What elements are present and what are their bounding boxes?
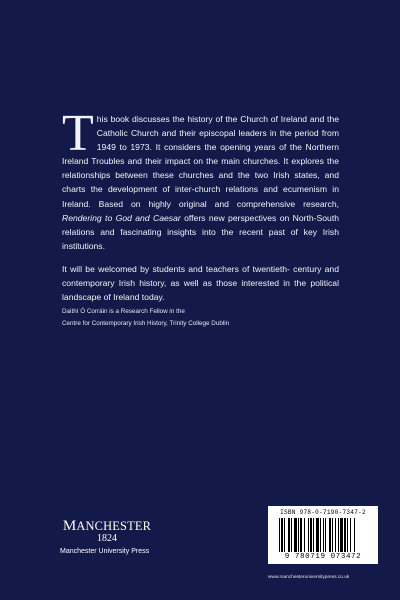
blurb-text-1: his book discusses the history of the Church of Ireland and the Catholic Church and their episcopal leaders in the period from 1949 to 1973. It considers the opening years of the Northern Ireland Troubles and their impact on the main churches. It explores the relationships between these churches and the two Irish states, and charts the development of inter-church relations and ecumenism in Ireland. Based on highly original and comprehensive research,: [62, 114, 339, 209]
blurb-text-2: offers new perspectives on North-South relations and fascinating insights into the recent past of key Irish institutions.: [62, 212, 339, 251]
logo-wordmark-initial: M: [62, 518, 77, 534]
isbn-label: ISBN 978-0-7190-7347-2: [280, 509, 366, 516]
blurb-paragraph-1: [62, 105, 339, 253]
press-name: Manchester University Press: [60, 548, 150, 555]
barcode-digits: 9 780719 073472: [284, 553, 362, 561]
author-bio: [62, 306, 352, 330]
barcode-icon: [279, 518, 367, 552]
author-bio-line-1: Daithí Ó Corráin is a Research Fellow in the: [62, 308, 185, 315]
logo-wordmark-rest: ANCHESTER: [76, 519, 152, 533]
author-bio-line-2: Centre for Contemporary Irish History, Trinity College Dublin: [62, 320, 230, 327]
publisher-logo: [62, 520, 152, 557]
logo-wordmark: [62, 520, 152, 533]
drop-cap: T: [62, 105, 94, 162]
book-title: Rendering to God and Caesar: [62, 212, 181, 223]
publisher-website: www.manchesteruniversitypress.co.uk: [268, 575, 350, 580]
blurb: [62, 105, 339, 314]
barcode-panel: [268, 506, 378, 564]
blurb-paragraph-2: It will be welcomed by students and teachers of twentieth- century and contemporary Irish history, as well as those interested in the political landscape of Ireland today.: [62, 263, 339, 303]
logo-year: 1824: [97, 533, 117, 544]
